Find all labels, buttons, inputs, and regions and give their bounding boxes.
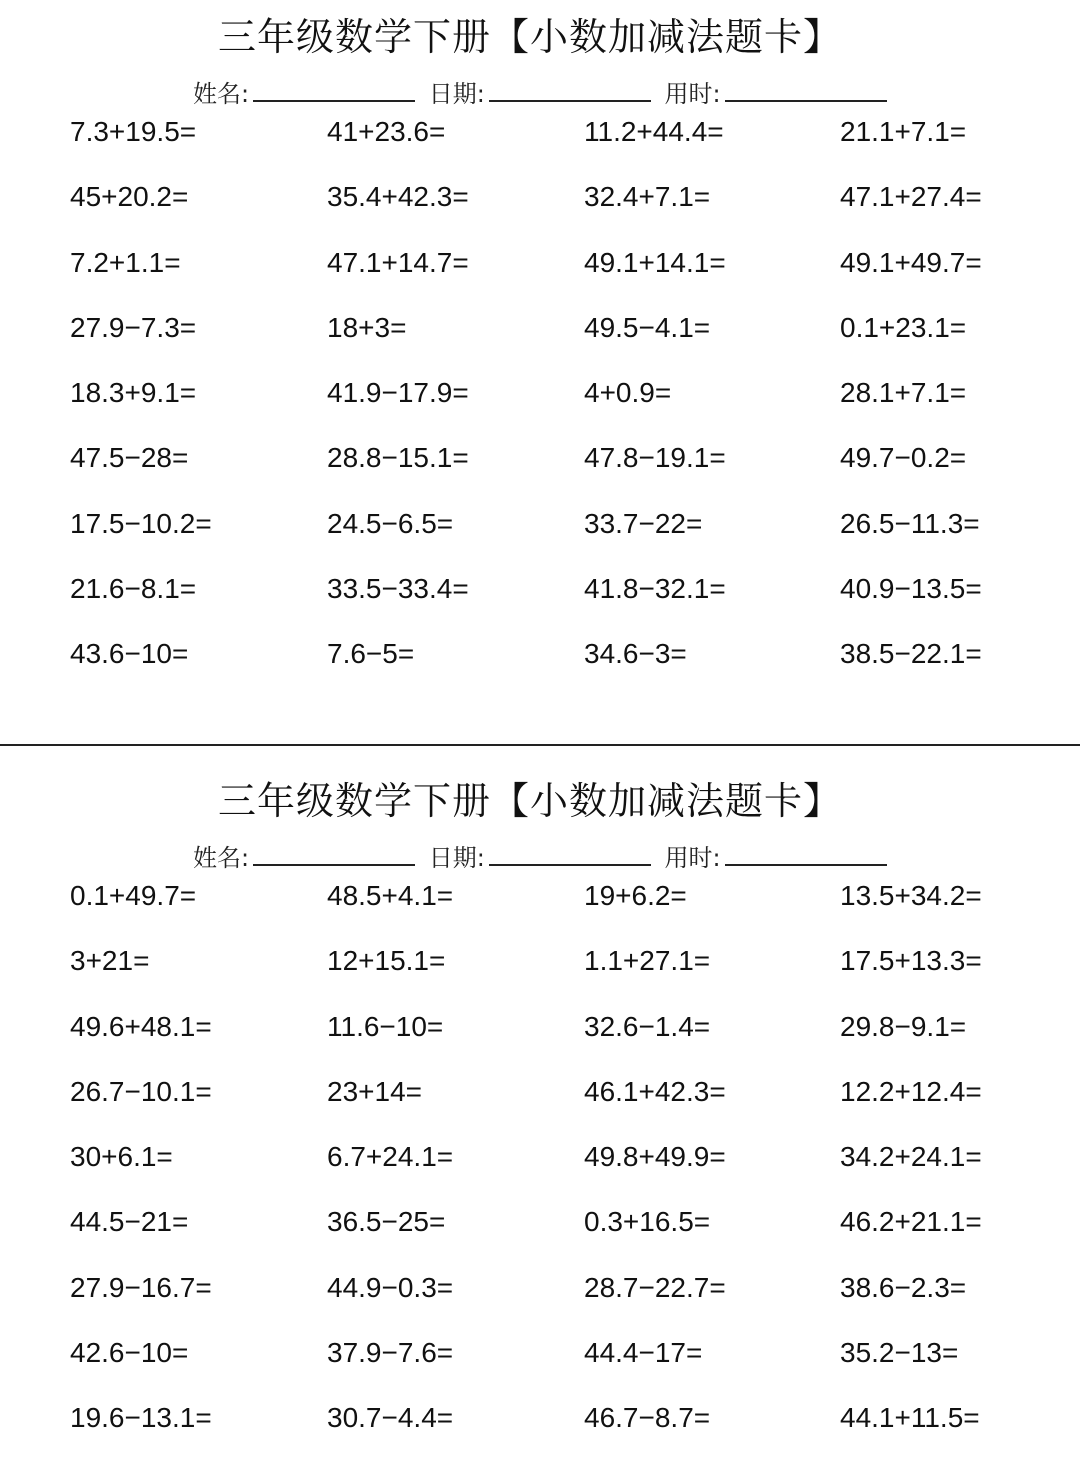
arithmetic-problem: 44.5−21= [70, 1206, 189, 1238]
arithmetic-problem: 32.6−1.4= [584, 1010, 711, 1042]
arithmetic-problem: 47.5−28= [70, 442, 189, 474]
arithmetic-problem: 18+3= [327, 311, 407, 343]
name-label: 姓名: [193, 844, 250, 872]
arithmetic-problem: 46.2+21.1= [840, 1206, 982, 1238]
arithmetic-problem: 34.6−3= [584, 638, 687, 670]
worksheet-title: 三年级数学下册【小数加减法题卡】 [217, 15, 842, 59]
arithmetic-problem: 41+23.6= [327, 116, 446, 147]
card-divider [0, 744, 1080, 746]
arithmetic-problem: 27.9−7.3= [70, 311, 197, 343]
arithmetic-problem: 35.2−13= [840, 1337, 959, 1369]
arithmetic-problem: 11.6−10= [327, 1010, 444, 1042]
date-label: 日期: [428, 844, 485, 872]
arithmetic-problem: 44.1+11.5= [840, 1402, 980, 1434]
arithmetic-problem: 0.1+23.1= [840, 311, 967, 343]
name-blank[interactable] [253, 842, 415, 866]
arithmetic-problem: 23+14= [327, 1075, 422, 1107]
arithmetic-problem: 1.1+27.1= [584, 945, 711, 977]
arithmetic-problem: 47.8−19.1= [584, 442, 726, 474]
arithmetic-problem: 33.5−33.4= [327, 573, 469, 605]
date-blank[interactable] [489, 78, 651, 102]
arithmetic-problem: 48.5+4.1= [327, 880, 454, 911]
arithmetic-problem: 26.7−10.1= [70, 1075, 212, 1107]
arithmetic-problem: 28.7−22.7= [584, 1271, 726, 1303]
arithmetic-problem: 21.6−8.1= [70, 573, 197, 605]
arithmetic-problem: 6.7+24.1= [327, 1141, 454, 1173]
date-blank[interactable] [489, 842, 651, 866]
arithmetic-problem: 13.5+34.2= [840, 880, 982, 911]
name-blank[interactable] [253, 78, 415, 102]
arithmetic-problem: 36.5−25= [327, 1206, 446, 1238]
name-label: 姓名: [193, 80, 250, 108]
arithmetic-problem: 24.5−6.5= [327, 507, 454, 539]
arithmetic-problem: 29.8−9.1= [840, 1010, 967, 1042]
problem-grid [70, 877, 1070, 1465]
arithmetic-problem: 49.8+49.9= [584, 1141, 726, 1173]
arithmetic-problem: 26.5−11.3= [840, 507, 980, 539]
arithmetic-problem: 28.1+7.1= [840, 377, 967, 409]
arithmetic-problem: 18.3+9.1= [70, 377, 197, 409]
arithmetic-problem: 40.9−13.5= [840, 573, 982, 605]
arithmetic-problem: 49.1+14.1= [584, 246, 726, 278]
arithmetic-problem: 47.1+14.7= [327, 246, 469, 278]
arithmetic-problem: 11.2+44.4= [584, 116, 724, 147]
arithmetic-problem: 46.7−8.7= [584, 1402, 711, 1434]
student-info-line [193, 74, 893, 109]
arithmetic-problem: 19+6.2= [584, 880, 687, 911]
arithmetic-problem: 45+20.2= [70, 181, 189, 213]
arithmetic-problem: 44.9−0.3= [327, 1271, 454, 1303]
arithmetic-problem: 42.6−10= [70, 1337, 189, 1369]
arithmetic-problem: 4+0.9= [584, 377, 672, 409]
arithmetic-problem: 41.9−17.9= [327, 377, 469, 409]
arithmetic-problem: 49.5−4.1= [584, 311, 711, 343]
arithmetic-problem: 12+15.1= [327, 945, 446, 977]
arithmetic-problem: 30.7−4.4= [327, 1402, 454, 1434]
arithmetic-problem: 43.6−10= [70, 638, 189, 670]
arithmetic-problem: 44.4−17= [584, 1337, 703, 1369]
arithmetic-problem: 7.3+19.5= [70, 116, 197, 147]
arithmetic-problem: 7.6−5= [327, 638, 415, 670]
student-info-line [193, 838, 893, 873]
arithmetic-problem: 17.5−10.2= [70, 507, 212, 539]
arithmetic-problem: 27.9−16.7= [70, 1271, 212, 1303]
arithmetic-problem: 12.2+12.4= [840, 1075, 982, 1107]
arithmetic-problem: 28.8−15.1= [327, 442, 469, 474]
time-label: 用时: [664, 80, 721, 108]
arithmetic-problem: 19.6−13.1= [70, 1402, 212, 1434]
time-label: 用时: [664, 844, 721, 872]
date-label: 日期: [428, 80, 485, 108]
arithmetic-problem: 34.2+24.1= [840, 1141, 982, 1173]
arithmetic-problem: 38.5−22.1= [840, 638, 982, 670]
time-blank[interactable] [725, 78, 887, 102]
arithmetic-problem: 0.3+16.5= [584, 1206, 711, 1238]
arithmetic-problem: 47.1+27.4= [840, 181, 982, 213]
arithmetic-problem: 17.5+13.3= [840, 945, 982, 977]
worksheet-title: 三年级数学下册【小数加减法题卡】 [217, 779, 842, 823]
arithmetic-problem: 32.4+7.1= [584, 181, 711, 213]
arithmetic-problem: 38.6−2.3= [840, 1271, 967, 1303]
arithmetic-problem: 49.1+49.7= [840, 246, 982, 278]
arithmetic-problem: 30+6.1= [70, 1141, 173, 1173]
arithmetic-problem: 49.7−0.2= [840, 442, 967, 474]
arithmetic-problem: 46.1+42.3= [584, 1075, 726, 1107]
arithmetic-problem: 0.1+49.7= [70, 880, 197, 911]
arithmetic-problem: 21.1+7.1= [840, 116, 967, 147]
problem-grid [70, 113, 1070, 701]
arithmetic-problem: 35.4+42.3= [327, 181, 469, 213]
arithmetic-problem: 49.6+48.1= [70, 1010, 212, 1042]
arithmetic-problem: 33.7−22= [584, 507, 703, 539]
time-blank[interactable] [725, 842, 887, 866]
arithmetic-problem: 3+21= [70, 945, 150, 977]
arithmetic-problem: 37.9−7.6= [327, 1337, 454, 1369]
arithmetic-problem: 41.8−32.1= [584, 573, 726, 605]
arithmetic-problem: 7.2+1.1= [70, 246, 181, 278]
